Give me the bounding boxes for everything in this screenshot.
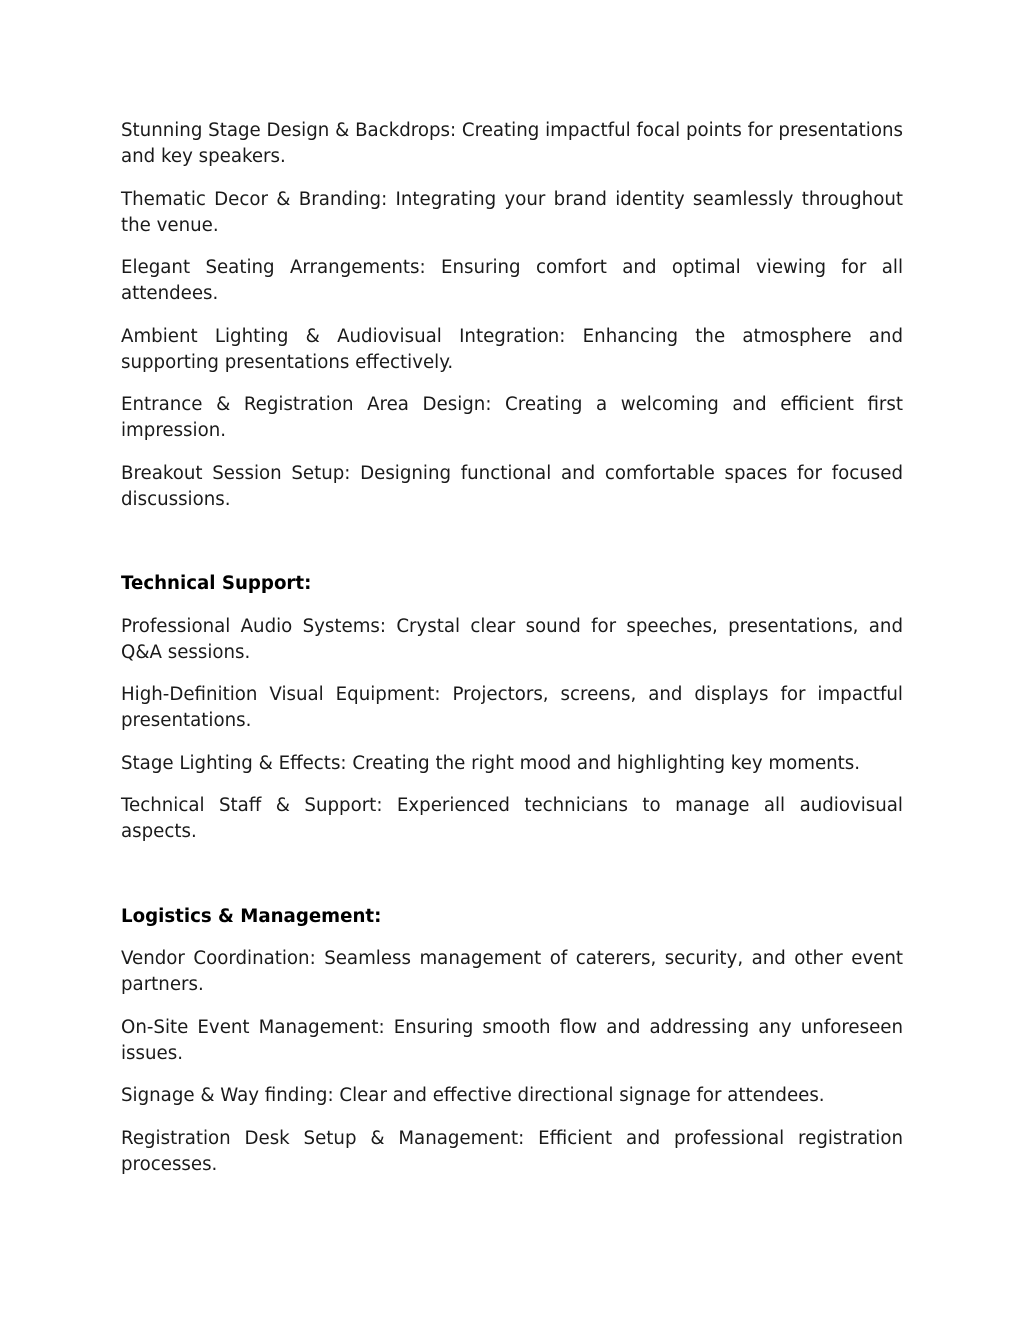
paragraph-visual-equipment: High-Definition Visual Equipment: Projectors, screens, and displays for impactful presentations. [121, 684, 903, 731]
paragraph-stage-lighting: Stage Lighting & Effects: Creating the right mood and highlighting key moments. [121, 752, 861, 774]
paragraph-onsite-management: On-Site Event Management: Ensuring smooth flow and addressing any unforeseen issues. [121, 1016, 903, 1064]
section-spacer [121, 529, 903, 571]
document-page [121, 118, 903, 1194]
paragraph-registration-desk: Registration Desk Setup & Management: Efficient and professional registration processes. [121, 1127, 903, 1175]
paragraph-vendor-coordination: Vendor Coordination: Seamless management of caterers, security, and other event partners. [121, 948, 903, 995]
paragraph-ambient-lighting: Ambient Lighting & Audiovisual Integration: Enhancing the atmosphere and supporting presentations effectively. [121, 325, 903, 373]
section-spacer [121, 862, 903, 904]
paragraph-entrance-registration: Entrance & Registration Area Design: Creating a welcoming and efficient first impression. [121, 394, 903, 441]
paragraph-thematic-decor: Thematic Decor & Branding: Integrating your brand identity seamlessly throughout the venue. [121, 188, 903, 236]
paragraph-breakout-session: Breakout Session Setup: Designing functional and comfortable spaces for focused discussions. [121, 462, 903, 510]
paragraph-stage-design: Stunning Stage Design & Backdrops: Creating impactful focal points for presentations and key speakers. [121, 120, 903, 167]
paragraph-signage-wayfinding: Signage & Way finding: Clear and effective directional signage for attendees. [121, 1085, 825, 1106]
paragraph-seating-arrangements: Elegant Seating Arrangements: Ensuring comfort and optimal viewing for all attendees. [121, 257, 903, 304]
heading-technical-support: Technical Support: [121, 573, 312, 594]
paragraph-technical-staff: Technical Staff & Support: Experienced technicians to manage all audiovisual aspects. [121, 795, 903, 842]
paragraph-audio-systems: Professional Audio Systems: Crystal clear sound for speeches, presentations, and Q&A sessions. [121, 615, 903, 663]
heading-logistics-management: Logistics & Management: [121, 905, 382, 927]
